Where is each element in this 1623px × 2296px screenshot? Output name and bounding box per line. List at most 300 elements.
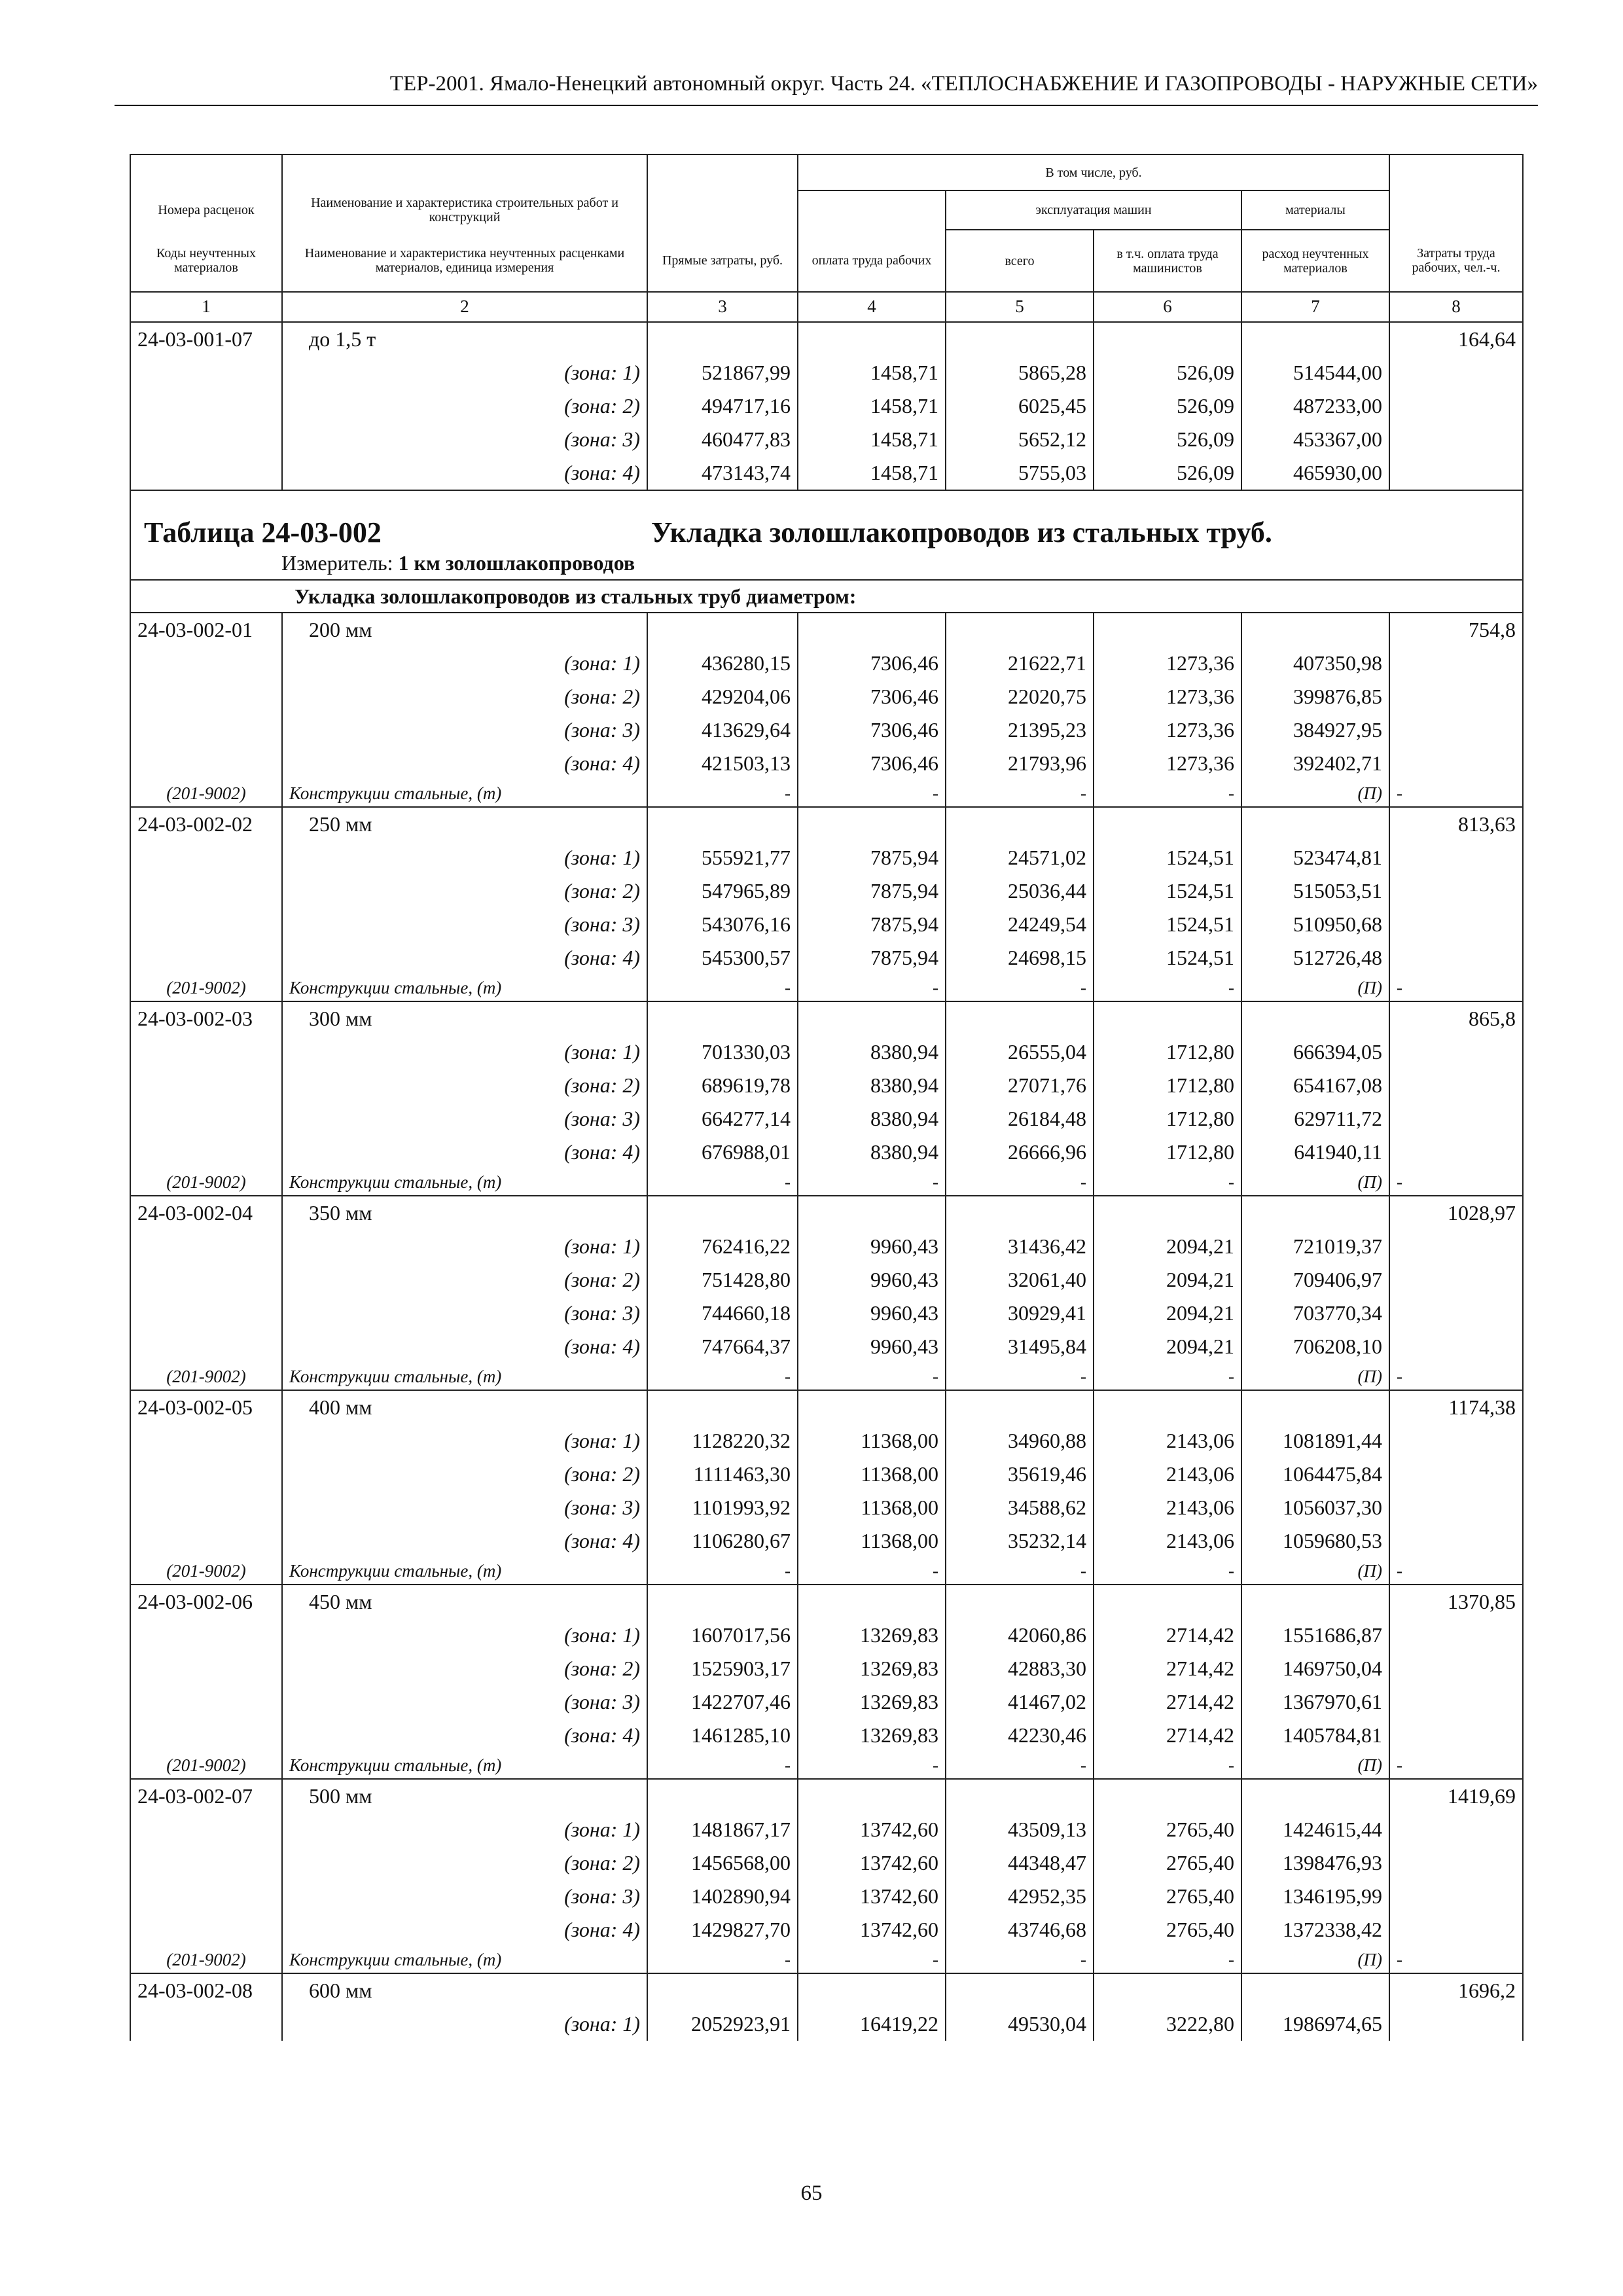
dash: - xyxy=(1389,1946,1523,1973)
empty-cell xyxy=(1094,807,1241,841)
empty-cell xyxy=(1389,1491,1523,1524)
worker-wages: 13742,60 xyxy=(798,1813,946,1846)
header-c2-bottom: Наименование и характеристика неучтенных расценками материалов, единица измерения xyxy=(282,230,647,292)
machine-cost: 41467,02 xyxy=(946,1685,1094,1719)
materials-cost: 1081891,44 xyxy=(1241,1424,1389,1458)
empty-cell xyxy=(798,1196,946,1230)
zone-row xyxy=(130,389,1523,423)
empty-cell xyxy=(130,1424,282,1458)
materials-cost: 1986974,65 xyxy=(1241,2007,1389,2041)
empty-cell xyxy=(130,1230,282,1263)
direct-cost: 701330,03 xyxy=(647,1035,798,1069)
machine-cost: 42230,46 xyxy=(946,1719,1094,1752)
column-number: 3 xyxy=(647,292,798,322)
zone-label: (зона: 1) xyxy=(282,356,647,389)
zone-row xyxy=(130,1619,1523,1652)
empty-cell xyxy=(130,423,282,456)
header-c1-bottom: Коды неучтенных материалов xyxy=(130,230,282,292)
direct-cost: 1106280,67 xyxy=(647,1524,798,1558)
empty-cell xyxy=(1389,1330,1523,1363)
empty-cell xyxy=(130,841,282,874)
table-caption: Укладка золошлакопроводов из стальных труб. xyxy=(651,516,1272,548)
operator-wages: 1524,51 xyxy=(1094,841,1241,874)
worker-wages: 1458,71 xyxy=(798,356,946,389)
operator-wages: 2714,42 xyxy=(1094,1619,1241,1652)
empty-cell xyxy=(130,874,282,908)
empty-cell xyxy=(647,1779,798,1813)
worker-wages: 7306,46 xyxy=(798,680,946,713)
materials-cost: 641940,11 xyxy=(1241,1136,1389,1169)
direct-cost: 2052923,91 xyxy=(647,2007,798,2041)
empty-cell xyxy=(1094,1390,1241,1424)
operator-wages: 2143,06 xyxy=(1094,1524,1241,1558)
worker-wages: 8380,94 xyxy=(798,1136,946,1169)
empty-cell xyxy=(647,322,798,356)
machine-cost: 21395,23 xyxy=(946,713,1094,747)
materials-cost: 515053,51 xyxy=(1241,874,1389,908)
zone-label: (зона: 1) xyxy=(282,2007,647,2041)
machine-cost: 6025,45 xyxy=(946,389,1094,423)
empty-cell xyxy=(1389,1035,1523,1069)
dash: - xyxy=(1094,975,1241,1001)
labor-cost: 754,8 xyxy=(1389,613,1523,647)
worker-wages: 11368,00 xyxy=(798,1458,946,1491)
zone-row xyxy=(130,941,1523,975)
zone-row xyxy=(130,841,1523,874)
machine-cost: 24249,54 xyxy=(946,908,1094,941)
empty-cell xyxy=(946,613,1094,647)
dash: - xyxy=(1389,1752,1523,1779)
resource-code: (201-9002) xyxy=(130,975,282,1001)
empty-cell xyxy=(1389,1263,1523,1297)
operator-wages: 2765,40 xyxy=(1094,1846,1241,1880)
operator-wages: 1712,80 xyxy=(1094,1136,1241,1169)
dash: - xyxy=(798,780,946,807)
zone-label: (зона: 3) xyxy=(282,423,647,456)
direct-cost: 751428,80 xyxy=(647,1263,798,1297)
header-cell-empty xyxy=(130,154,282,190)
empty-cell xyxy=(130,356,282,389)
measure-prefix: Измеритель: xyxy=(281,550,393,575)
header-c7: расход неучтенных материалов xyxy=(1241,230,1389,292)
materials-cost: 1424615,44 xyxy=(1241,1813,1389,1846)
machine-cost: 42952,35 xyxy=(946,1880,1094,1913)
direct-cost: 421503,13 xyxy=(647,747,798,780)
rate-name: 200 мм xyxy=(282,613,647,647)
zone-row xyxy=(130,1230,1523,1263)
header-c2-top: Наименование и характеристика строительных работ и конструкций xyxy=(282,190,647,230)
machine-cost: 24698,15 xyxy=(946,941,1094,975)
empty-cell xyxy=(130,1813,282,1846)
materials-cost: 1469750,04 xyxy=(1241,1652,1389,1685)
machine-cost: 49530,04 xyxy=(946,2007,1094,2041)
operator-wages: 2765,40 xyxy=(1094,1913,1241,1946)
dash: - xyxy=(647,1558,798,1585)
empty-cell xyxy=(130,2007,282,2041)
header-cell-empty xyxy=(798,190,946,230)
empty-cell xyxy=(647,1390,798,1424)
zone-label: (зона: 3) xyxy=(282,1102,647,1136)
worker-wages: 13269,83 xyxy=(798,1685,946,1719)
resource-name: Конструкции стальные, (т) xyxy=(282,1946,647,1973)
machine-cost: 31495,84 xyxy=(946,1330,1094,1363)
empty-cell xyxy=(946,1779,1094,1813)
direct-cost: 545300,57 xyxy=(647,941,798,975)
zone-row xyxy=(130,1813,1523,1846)
machine-cost: 5755,03 xyxy=(946,456,1094,490)
zone-label: (зона: 3) xyxy=(282,1685,647,1719)
column-number: 6 xyxy=(1094,292,1241,322)
rate-row xyxy=(130,1973,1523,2007)
zone-row xyxy=(130,1424,1523,1458)
rate-code: 24-03-002-06 xyxy=(130,1585,282,1619)
rate-name: 400 мм xyxy=(282,1390,647,1424)
zone-row xyxy=(130,1035,1523,1069)
empty-cell xyxy=(130,1297,282,1330)
operator-wages: 2094,21 xyxy=(1094,1263,1241,1297)
dash: - xyxy=(946,1169,1094,1196)
zone-label: (зона: 2) xyxy=(282,1069,647,1102)
zone-row xyxy=(130,713,1523,747)
machine-cost: 34960,88 xyxy=(946,1424,1094,1458)
resource-row xyxy=(130,1752,1523,1779)
empty-cell xyxy=(1241,613,1389,647)
zone-label: (зона: 2) xyxy=(282,680,647,713)
zone-row xyxy=(130,1491,1523,1524)
rates-table xyxy=(130,154,1524,2041)
rate-name: 300 мм xyxy=(282,1001,647,1035)
empty-cell xyxy=(1241,322,1389,356)
machine-cost: 42883,30 xyxy=(946,1652,1094,1685)
empty-cell xyxy=(946,1585,1094,1619)
worker-wages: 8380,94 xyxy=(798,1069,946,1102)
rate-code: 24-03-001-07 xyxy=(130,322,282,356)
worker-wages: 11368,00 xyxy=(798,1424,946,1458)
machine-cost: 25036,44 xyxy=(946,874,1094,908)
zone-row xyxy=(130,1913,1523,1946)
empty-cell xyxy=(130,1491,282,1524)
rate-row xyxy=(130,1390,1523,1424)
rate-name: 250 мм xyxy=(282,807,647,841)
direct-cost: 1128220,32 xyxy=(647,1424,798,1458)
direct-cost: 429204,06 xyxy=(647,680,798,713)
zone-label: (зона: 1) xyxy=(282,841,647,874)
machine-cost: 21622,71 xyxy=(946,647,1094,680)
dash: - xyxy=(647,1169,798,1196)
empty-cell xyxy=(130,1685,282,1719)
zone-row xyxy=(130,680,1523,713)
running-header: ТЕР-2001. Ямало-Ненецкий автономный округ. Часть 24. «ТЕПЛОСНАБЖЕНИЕ И ГАЗОПРОВОДЫ - НАРУЖНЫЕ СЕТИ» xyxy=(389,72,1538,96)
machine-cost: 42060,86 xyxy=(946,1619,1094,1652)
direct-cost: 744660,18 xyxy=(647,1297,798,1330)
materials-cost: 1064475,84 xyxy=(1241,1458,1389,1491)
zone-row xyxy=(130,1719,1523,1752)
materials-cost: 510950,68 xyxy=(1241,908,1389,941)
materials-cost: 1551686,87 xyxy=(1241,1619,1389,1652)
zone-label: (зона: 3) xyxy=(282,908,647,941)
worker-wages: 9960,43 xyxy=(798,1297,946,1330)
rate-code: 24-03-002-01 xyxy=(130,613,282,647)
materials-cost: 399876,85 xyxy=(1241,680,1389,713)
empty-cell xyxy=(130,941,282,975)
labor-cost: 865,8 xyxy=(1389,1001,1523,1035)
zone-label: (зона: 1) xyxy=(282,647,647,680)
column-number: 7 xyxy=(1241,292,1389,322)
machine-cost: 26184,48 xyxy=(946,1102,1094,1136)
materials-cost: 1405784,81 xyxy=(1241,1719,1389,1752)
worker-wages: 9960,43 xyxy=(798,1330,946,1363)
empty-cell xyxy=(1241,1196,1389,1230)
empty-cell xyxy=(1389,1813,1523,1846)
operator-wages: 526,09 xyxy=(1094,423,1241,456)
materials-cost: 523474,81 xyxy=(1241,841,1389,874)
operator-wages: 2765,40 xyxy=(1094,1880,1241,1913)
machine-cost: 44348,47 xyxy=(946,1846,1094,1880)
empty-cell xyxy=(1389,908,1523,941)
operator-wages: 1273,36 xyxy=(1094,713,1241,747)
materials-cost: 629711,72 xyxy=(1241,1102,1389,1136)
dash: - xyxy=(647,975,798,1001)
empty-cell xyxy=(1241,1779,1389,1813)
dash: - xyxy=(798,1363,946,1390)
empty-cell xyxy=(798,1585,946,1619)
resource-unit: (П) xyxy=(1241,1169,1389,1196)
empty-cell xyxy=(1389,1102,1523,1136)
materials-cost: 1367970,61 xyxy=(1241,1685,1389,1719)
materials-cost: 654167,08 xyxy=(1241,1069,1389,1102)
empty-cell xyxy=(130,1619,282,1652)
empty-cell xyxy=(647,613,798,647)
empty-cell xyxy=(798,807,946,841)
table-title-block xyxy=(130,490,1523,580)
rate-row xyxy=(130,1196,1523,1230)
resource-code: (201-9002) xyxy=(130,780,282,807)
empty-cell xyxy=(1094,1001,1241,1035)
resource-unit: (П) xyxy=(1241,1752,1389,1779)
materials-cost: 706208,10 xyxy=(1241,1330,1389,1363)
empty-cell xyxy=(946,1196,1094,1230)
labor-cost: 1419,69 xyxy=(1389,1779,1523,1813)
machine-cost: 26666,96 xyxy=(946,1136,1094,1169)
resource-code: (201-9002) xyxy=(130,1752,282,1779)
machine-cost: 35619,46 xyxy=(946,1458,1094,1491)
empty-cell xyxy=(798,1973,946,2007)
resource-name: Конструкции стальные, (т) xyxy=(282,780,647,807)
empty-cell xyxy=(798,1001,946,1035)
zone-row xyxy=(130,2007,1523,2041)
zone-label: (зона: 1) xyxy=(282,1813,647,1846)
direct-cost: 1481867,17 xyxy=(647,1813,798,1846)
direct-cost: 1607017,56 xyxy=(647,1619,798,1652)
dash: - xyxy=(1094,1363,1241,1390)
zone-row xyxy=(130,423,1523,456)
header-materials: материалы xyxy=(1241,190,1389,230)
header-c4: оплата труда рабочих xyxy=(798,230,946,292)
direct-cost: 1461285,10 xyxy=(647,1719,798,1752)
machine-cost: 26555,04 xyxy=(946,1035,1094,1069)
direct-cost: 1111463,30 xyxy=(647,1458,798,1491)
empty-cell xyxy=(647,1585,798,1619)
operator-wages: 1273,36 xyxy=(1094,747,1241,780)
resource-name: Конструкции стальные, (т) xyxy=(282,1558,647,1585)
worker-wages: 1458,71 xyxy=(798,389,946,423)
zone-row xyxy=(130,1102,1523,1136)
worker-wages: 9960,43 xyxy=(798,1263,946,1297)
empty-cell xyxy=(130,713,282,747)
rate-code: 24-03-002-02 xyxy=(130,807,282,841)
table-title xyxy=(131,491,1522,550)
zone-row xyxy=(130,1136,1523,1169)
dash: - xyxy=(1389,975,1523,1001)
empty-cell xyxy=(1241,1390,1389,1424)
zone-row xyxy=(130,1846,1523,1880)
empty-cell xyxy=(130,908,282,941)
empty-cell xyxy=(1389,647,1523,680)
dash: - xyxy=(647,1363,798,1390)
zone-row xyxy=(130,1297,1523,1330)
zone-label: (зона: 2) xyxy=(282,1846,647,1880)
worker-wages: 11368,00 xyxy=(798,1524,946,1558)
column-number: 1 xyxy=(130,292,282,322)
worker-wages: 7306,46 xyxy=(798,713,946,747)
dash: - xyxy=(1094,780,1241,807)
rate-row xyxy=(130,807,1523,841)
resource-name: Конструкции стальные, (т) xyxy=(282,975,647,1001)
rate-row xyxy=(130,1779,1523,1813)
direct-cost: 664277,14 xyxy=(647,1102,798,1136)
empty-cell xyxy=(1389,1297,1523,1330)
resource-row xyxy=(130,1946,1523,1973)
table-header xyxy=(130,154,1523,322)
dash: - xyxy=(946,975,1094,1001)
dash: - xyxy=(1389,1558,1523,1585)
machine-cost: 34588,62 xyxy=(946,1491,1094,1524)
materials-cost: 384927,95 xyxy=(1241,713,1389,747)
machine-cost: 27071,76 xyxy=(946,1069,1094,1102)
direct-cost: 762416,22 xyxy=(647,1230,798,1263)
empty-cell xyxy=(1389,874,1523,908)
empty-cell xyxy=(647,807,798,841)
dash: - xyxy=(798,1558,946,1585)
subheading-block xyxy=(130,580,1523,613)
direct-cost: 1456568,00 xyxy=(647,1846,798,1880)
operator-wages: 1524,51 xyxy=(1094,941,1241,975)
machine-cost: 5652,12 xyxy=(946,423,1094,456)
empty-cell xyxy=(1389,747,1523,780)
empty-cell xyxy=(798,1390,946,1424)
empty-cell xyxy=(798,613,946,647)
materials-cost: 709406,97 xyxy=(1241,1263,1389,1297)
empty-cell xyxy=(1241,1585,1389,1619)
empty-cell xyxy=(1389,841,1523,874)
dash: - xyxy=(946,780,1094,807)
subheading: Укладка золошлакопроводов из стальных труб диаметром: xyxy=(130,580,1523,613)
zone-label: (зона: 3) xyxy=(282,1297,647,1330)
direct-cost: 436280,15 xyxy=(647,647,798,680)
empty-cell xyxy=(1389,423,1523,456)
header-cell-empty xyxy=(1389,190,1523,230)
header-c8: Затраты труда рабочих, чел.-ч. xyxy=(1389,230,1523,292)
direct-cost: 473143,74 xyxy=(647,456,798,490)
resource-row xyxy=(130,975,1523,1001)
resource-unit: (П) xyxy=(1241,1946,1389,1973)
resource-row xyxy=(130,1169,1523,1196)
empty-cell xyxy=(130,1263,282,1297)
materials-cost: 453367,00 xyxy=(1241,423,1389,456)
empty-cell xyxy=(946,1390,1094,1424)
empty-cell xyxy=(1389,1230,1523,1263)
resource-code: (201-9002) xyxy=(130,1558,282,1585)
machine-cost: 35232,14 xyxy=(946,1524,1094,1558)
resource-unit: (П) xyxy=(1241,975,1389,1001)
machine-cost: 5865,28 xyxy=(946,356,1094,389)
zone-row xyxy=(130,1652,1523,1685)
header-c5: всего xyxy=(946,230,1094,292)
materials-cost: 407350,98 xyxy=(1241,647,1389,680)
empty-cell xyxy=(1094,613,1241,647)
rate-code: 24-03-002-03 xyxy=(130,1001,282,1035)
empty-cell xyxy=(1389,1719,1523,1752)
empty-cell xyxy=(1389,680,1523,713)
operator-wages: 1524,51 xyxy=(1094,908,1241,941)
resource-row xyxy=(130,780,1523,807)
worker-wages: 13269,83 xyxy=(798,1652,946,1685)
header-cell-empty xyxy=(647,154,798,190)
materials-cost: 1346195,99 xyxy=(1241,1880,1389,1913)
empty-cell xyxy=(1094,1779,1241,1813)
column-number: 2 xyxy=(282,292,647,322)
machine-cost: 32061,40 xyxy=(946,1263,1094,1297)
empty-cell xyxy=(946,807,1094,841)
materials-cost: 703770,34 xyxy=(1241,1297,1389,1330)
empty-cell xyxy=(1389,1880,1523,1913)
direct-cost: 1101993,92 xyxy=(647,1491,798,1524)
operator-wages: 2094,21 xyxy=(1094,1297,1241,1330)
dash: - xyxy=(1094,1752,1241,1779)
materials-cost: 514544,00 xyxy=(1241,356,1389,389)
direct-cost: 1429827,70 xyxy=(647,1913,798,1946)
materials-cost: 392402,71 xyxy=(1241,747,1389,780)
machine-cost: 31436,42 xyxy=(946,1230,1094,1263)
header-cell-empty xyxy=(1389,154,1523,190)
column-number: 4 xyxy=(798,292,946,322)
worker-wages: 7875,94 xyxy=(798,874,946,908)
empty-cell xyxy=(1094,1973,1241,2007)
zone-label: (зона: 1) xyxy=(282,1619,647,1652)
operator-wages: 2714,42 xyxy=(1094,1719,1241,1752)
rate-code: 24-03-002-04 xyxy=(130,1196,282,1230)
zone-row xyxy=(130,647,1523,680)
empty-cell xyxy=(798,1779,946,1813)
empty-cell xyxy=(1389,456,1523,490)
zone-label: (зона: 3) xyxy=(282,1880,647,1913)
empty-cell xyxy=(130,1102,282,1136)
worker-wages: 13742,60 xyxy=(798,1913,946,1946)
empty-cell xyxy=(130,1719,282,1752)
operator-wages: 1273,36 xyxy=(1094,647,1241,680)
operator-wages: 1273,36 xyxy=(1094,680,1241,713)
dash: - xyxy=(647,780,798,807)
dash: - xyxy=(647,1752,798,1779)
direct-cost: 1402890,94 xyxy=(647,1880,798,1913)
rate-code: 24-03-002-05 xyxy=(130,1390,282,1424)
materials-cost: 1398476,93 xyxy=(1241,1846,1389,1880)
empty-cell xyxy=(1389,1685,1523,1719)
zone-row xyxy=(130,1069,1523,1102)
machine-cost: 22020,75 xyxy=(946,680,1094,713)
operator-wages: 2765,40 xyxy=(1094,1813,1241,1846)
rate-row xyxy=(130,1001,1523,1035)
